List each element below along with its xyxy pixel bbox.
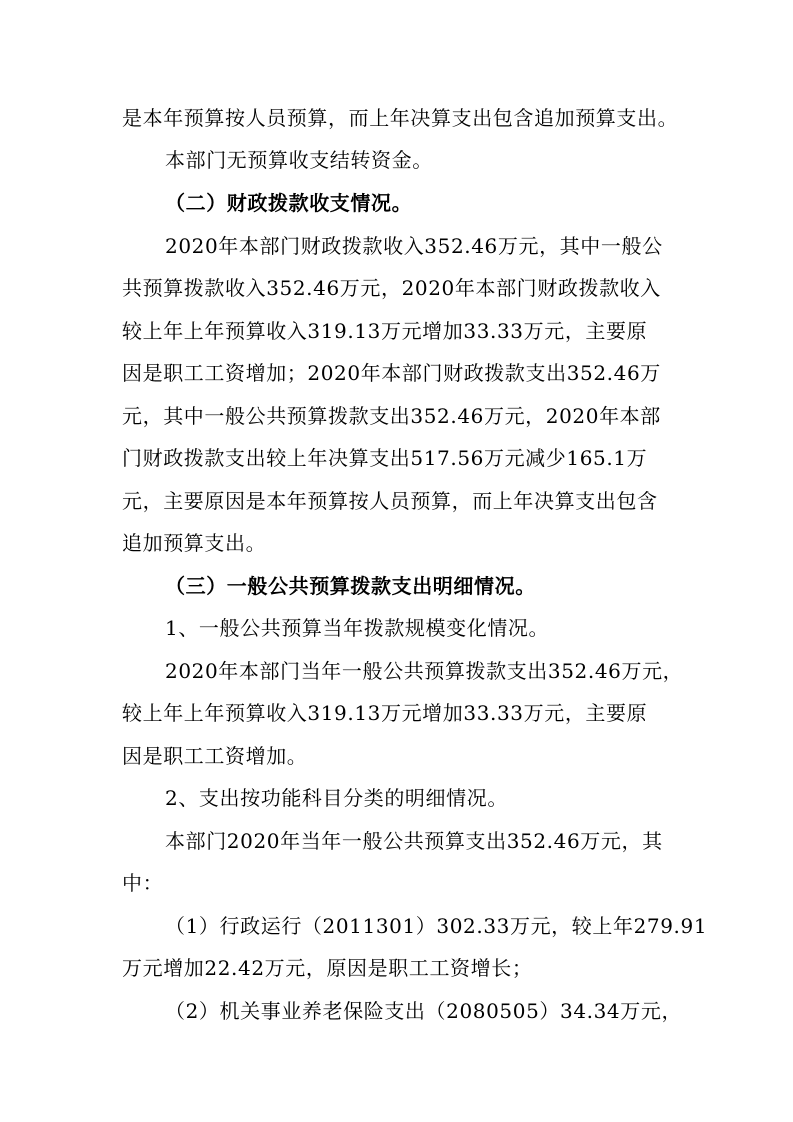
paragraph-line: 共预算拨款收入352.46万元，2020年本部门财政拨款收入 (122, 276, 661, 300)
paragraph-line: 万元增加22.42万元，原因是职工工资增长； (122, 956, 533, 980)
paragraph-line: 元，主要原因是本年预算按人员预算，而上年决算支出包含 (122, 489, 658, 513)
paragraph-line: 门财政拨款支出较上年决算支出517.56万元减少165.1万 (122, 446, 648, 470)
paragraph-line: 元，其中一般公共预算拨款支出352.46万元，2020年本部 (122, 404, 661, 428)
paragraph-line: 因是职工工资增加。 (122, 744, 308, 768)
section-heading: （二）财政拨款收支情况。 (165, 191, 413, 215)
paragraph-line: 中： (122, 871, 164, 895)
paragraph-line: 是本年预算按人员预算，而上年决算支出包含追加预算支出。 (122, 106, 679, 130)
paragraph-line: 2020年本部门当年一般公共预算拨款支出352.46万元， (165, 659, 684, 683)
paragraph-line: 本部门无预算收支结转资金。 (165, 148, 433, 172)
paragraph-line: 较上年上年预算收入319.13万元增加33.33万元，主要原 (122, 701, 648, 725)
paragraph-line: 2020年本部门财政拨款收入352.46万元，其中一般公 (165, 234, 663, 258)
paragraph-line: （1）行政运行（2011301）302.33万元，较上年279.91 (165, 914, 708, 938)
paragraph-line: 本部门2020年当年一般公共预算支出352.46万元，其 (165, 829, 663, 853)
paragraph-line: 追加预算支出。 (122, 531, 267, 555)
paragraph-line: 较上年上年预算收入319.13万元增加33.33万元，主要原 (122, 319, 648, 343)
section-heading: （三）一般公共预算拨款支出明细情况。 (165, 574, 536, 598)
subsection-heading: 1、一般公共预算当年拨款规模变化情况。 (165, 616, 550, 640)
paragraph-line: （2）机关事业养老保险支出（2080505）34.34万元， (165, 999, 683, 1023)
paragraph-line: 因是职工工资增加；2020年本部门财政拨款支出352.46万 (122, 361, 661, 385)
subsection-heading: 2、支出按功能科目分类的明细情况。 (165, 786, 508, 810)
